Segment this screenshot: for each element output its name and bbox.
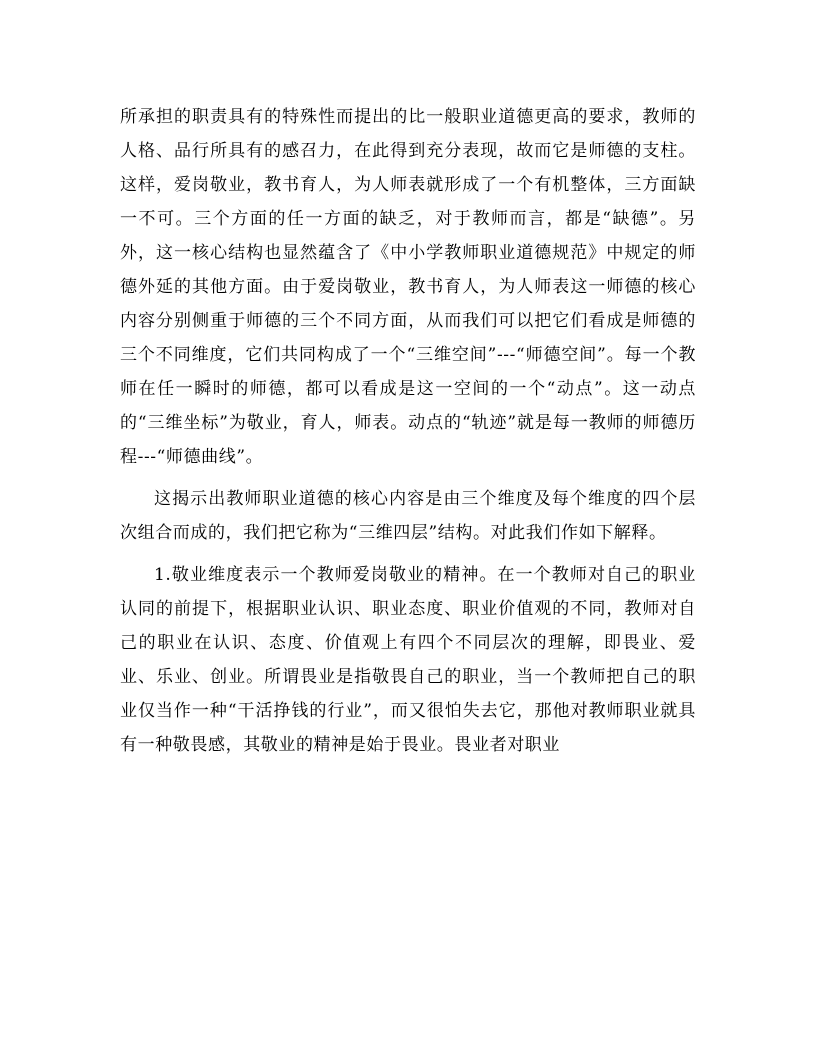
- paragraph-continuation: 所承担的职责具有的特殊性而提出的比一般职业道德更高的要求，教师的人格、品行所具有的感召力，在此得到充分表现，故而它是师德的支柱。这样，爱岗敬业，教书育人，为人师表就形成了一个有机整体，三方面缺一不可。三个方面的任一方面的缺乏，对于教师而言，都是“缺德”。另外，这一核心结构也显然蕴含了《中小学教师职业道德规范》中规定的师德外延的其他方面。由于爱岗敬业，教书育人，为人师表这一师德的核心内容分别侧重于师德的三个不同方面，从而我们可以把它们看成是师德的三个不同维度，它们共同构成了一个“三维空间”---“师德空间”。每一个教师在任一瞬时的师德，都可以看成是这一空间的一个“动点”。这一动点的“三维坐标”为敬业，育人，师表。动点的“轨迹”就是每一教师的师德历程---“师德曲线”。: [120, 107, 696, 467]
- paragraph-three-dimensions-intro: 这揭示出教师职业道德的核心内容是由三个维度及每个维度的四个层次组合而成的，我们把它称为“三维四层”结构。对此我们作如下解释。: [120, 489, 696, 543]
- paragraph-dedication-dimension: 1.敬业维度表示一个教师爱岗敬业的精神。在一个教师对自己的职业认同的前提下，根据职业认识、职业态度、职业价值观的不同，教师对自己的职业在认识、态度、价值观上有四个不同层次的理解，即畏业、爱业、乐业、创业。所谓畏业是指敬畏自己的职业，当一个教师把自己的职业仅当作一种“干活挣钱的行业”，而又很怕失去它，那他对教师职业就具有一种敬畏感，其敬业的精神是始于畏业。畏业者对职业: [120, 565, 696, 755]
- body-text: [120, 100, 696, 762]
